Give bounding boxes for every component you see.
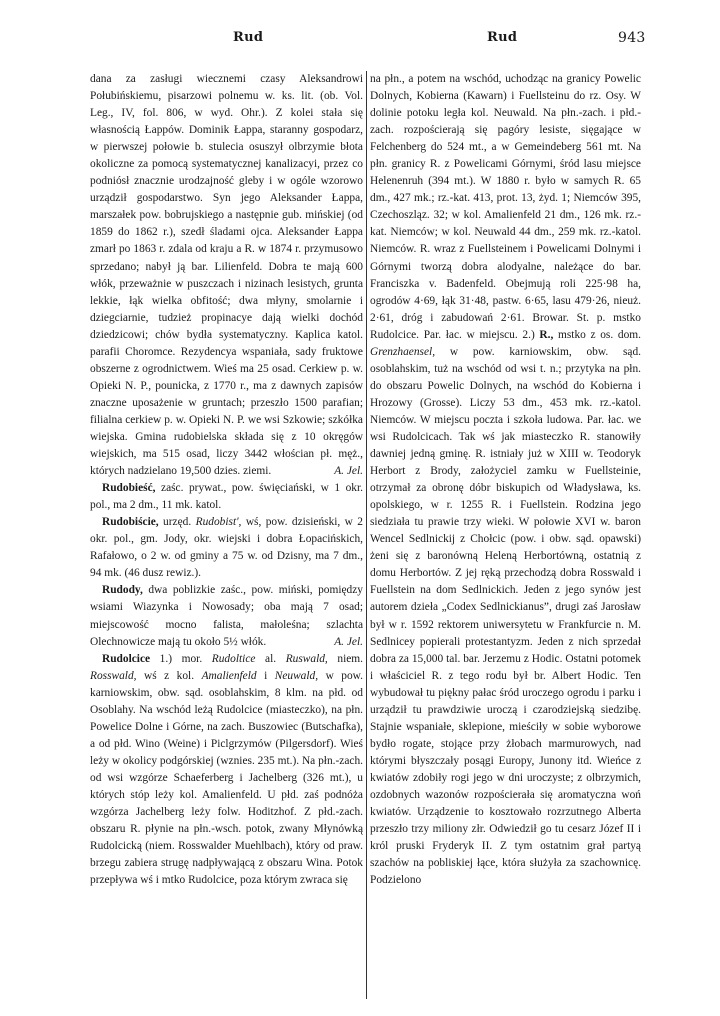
entry-headword: Rudobiście,: [102, 516, 159, 529]
entry-rudody: [90, 582, 363, 650]
author-signature: A. Jel.: [334, 465, 363, 478]
left-column: [90, 71, 363, 1001]
entry-headword: Rudody,: [102, 584, 143, 597]
running-head-left: Rud: [233, 30, 264, 45]
column-divider: [366, 71, 367, 999]
entry-rudobiscie: Rudobiście, urzęd. Rudobist', wś, pow. dzisieński, w 2 okr. pol., gm. Jody, okr. wiejski i dobra Łopacińskich, Rafałowo, o 2 w. od gminy a 75 w. od Dzisny, ma 7 dm., 94 mk. (46 dusz rewiz.).: [90, 516, 363, 580]
continued-entry: [90, 71, 363, 480]
continued-entry-rudolcice: na płn., a potem na wschód, uchodząc na granicy Powelic Dolnych, Kobierna (Kawarn) i Fuellsteinu do rz. Osy. W dolinie potoku legła kol. Neuwald. Na płn.-zach. i płd.-zach. rozpościerają się pagóry lesiste, sięgające w Felchenberg do 524 mt., a w Gemeindeberg 561 mt. Na płn. granicy R. z Powelicami Górnymi, śród lasu miejsce Helenenruh (394 mt.). W 1880 r. było w samych R. 65 dm., 427 mk.; rz.-kat. 413, prot. 13, żyd. 1; Niemców 395, Czechoszląz. 32; w kol. Amalienfeld 21 dm., 126 mk. rz.-kat. Niemców; w kol. Neuwald 44 dm., 259 mk. rz.-katol. Niemców. R. wraz z Fuellsteinem i Powelicami Dolnymi i Górnymi tworzą dobra alodyalne, należące do bar. Franciszka v. Badenfeld. Obejmują roli 225·98 ha, ogrodów 4·69, łąk 31·48, pastw. 6·65, lasu 479·26, nieuż. 2·61, dróg i zabudowań 2·61. Browar. St. p. mstko Rudolcice. Par. łac. w miejscu. 2.) R., mstko z os. dom. Grenzhaensel, w pow. karniowskim, obw. sąd. osoblahskim, tuż na wschód od wsi t. n.; przytyka na płn. do obszaru Powelic Dolnych, na wschód do Kobierna i Hrozowy (Grosse). Liczy 53 dm., 453 mk. rz.-katol. Niemców. W miejscu poczta i szkoła ludowa. Par. łac. we wsi Rudolcicach. Tak wś jak miasteczko R. stanowiły dawniej jedną gminę. R. istniały już w XIII w. Teodoryk Herbort z Brody, założyciel zamku w Fuellsteinie, otrzymał za obronę dóbr biskupich od Władysława, ks. opolskiego, w r. 1255 R. i Fuellstein. Rodzina jego siedziała tu prawie trzy wieki. W połowie XVI w. baron Wencel Sedlnickij z Chołcic (pow. i obw. sąd. opawski) żeni się z baronówną Heleną Herbortówną, ostatnią z domu Herbortów. Z jej ręką przechodzą dobra Rosswald i Fuellstein na dom Sedlnickich. Jeden z jego synów jest autorem dzieła „Codex Sedlnickianus”, drugi zaś Jarosław był w r. 1592 rektorem uniwersytetu w Frankfurcie n. M. Sedlnicey popierali protestantyzm. Jeden z nich sprzedał dobra za 15,000 tal. bar. Jerzemu z Hodic. Ostatni potomek i właściciel R. z tego rodu był br. Albert Hodic. Ten wybudował tu piękny pałac śród uroczego ogrodu i parku i urządził tu prawdziwie uroczą i czarodziejską siedzibę. Stajnie wspaniałe, sklepione, mieściły w sobie wyborowe bydło rogate, stojące przy żłobach marmurowych, nad którymi błyszczały posągi Europy, Junony itd. Wieńce z kwiatów zdobiły rogi jego w dni uroczyste; z olbrzymich, ozdobnych wazonów rozpościerała się aromatyczna woń kwiatów. Urządzenie to kosztowało rozrzutnego Alberta przeszło trzy miliony złr. Odwiedził go tu cesarz Józef II i król pruski Fryderyk II. Z tym ostatnim grał partyą szachów na pobliskiej łące, która służyła za szachownicę. Podzielono: [370, 73, 641, 887]
right-column: [370, 71, 641, 1001]
entry-text: wś, pow. dzisieński, w 2 okr. pol., gm. Jody, okr. wiejski i dobra Łopacińskich, Rafałowo, o 2 w. od gminy a 75 w. od Dzisny, ma 7 dm., 94 mk. (46 dusz rewiz.).: [90, 516, 363, 580]
entry-headword: Rudobieść,: [102, 482, 156, 495]
running-head-right: Rud: [487, 30, 518, 45]
continued-entry-text: dana za zasługi wiecznemi czasy Aleksandrowi Połubińskiemu, pisarzowi polnemu w. ks. lit. (ob. Vol. Leg., IV, fol. 806, w wyd. Ohr.). Z kolei stała się własnością Łappów. Dominik Łappa, staranny gospodarz, w pierwszej połowie b. stulecia osuszył olbrzymie błota okoliczne za pomocą systematycznej kanalizacyi, przez co podniósł znacznie urodzajność gleby i w ogóle wzorowo urządził gospodarstwo. Syn jego Aleksander Łappa, marszałek pow. bobrujskiego a następnie gub. mińskiej (od 1859 do 1862 r.), szedł śladami ojca. Aleksander Łappa zmarł po 1863 r. zdala od kraju a R. w 1874 r. przymusowo sprzedano; nabył ją bar. Lilienfeld. Dobra te mają 600 włók, przeważnie w puszczach i nizinach lesistych, grunta lekkie, łąk wielka obfitość; dwa młyny, smolarnie i dziegciarnie, tudzież propinacye dają wielki dochód dziedzicowi; chów bydła systematyczny. Kaplica katol. parafii Choromce. Rezydencya wspaniała, sady fruktowe obszerne z ogrodnictwem. Wieś ma 25 osad. Cerkiew p. w. Opieki N. P., pounicka, z 1770 r., ma z dawnych zapisów znaczne uposażenie w gruntach; przeszło 1500 parafian; filialna cerkiew p. w. Opieki N. P. we wsi Szkowie; szkółka wiejska. Gmina rudobielska składa się z 10 okręgów wiejskich, ma 515 osad, liczy 3442 włościan pł. męż., których nadzielano 19,500 dzies. ziemi.: [90, 73, 363, 478]
page-number: 943: [618, 30, 646, 46]
entry-text: zaśc. prywat., pow. święciański, w 1 okr. pol., ma 2 dm., 11 mk. katol.: [90, 482, 363, 512]
entry-headword: Rudolcice: [102, 652, 151, 665]
entry-text: dwa poblizkie zaśc., pow. miński, pomiędzy wsiami Wiazynka i Nowosady; oba mają 7 osad; miejscowość mocno falista, małoleśna; szlachta Olechnowicze mają tu około 5½ włók.: [90, 584, 363, 648]
entry-rudobiesc: [90, 480, 363, 514]
entry-text: w pow. karniowskim, obw. sąd. osoblahskim, 8 klm. na płd. od Osoblahy. Na wschód leżą Rudolcice (miasteczko), na płn. Powelice Dolne i Górne, na zach. Buszowiec (Butschafka), a od płd. Wino (Weine) i Piclgrzymów (Pilgersdorf). Wieś leży w okolicy podgórskiej (wznies. 235 mt.). Na płn.-zach. od wsi wzgórze Schaeferberg i Jachelberg (326 mt.), u których stóp leży kol. Amalienfeld. U płd. zaś podnóża wzgórza Jachelberg leży folw. Hoditzhof. Z płd.-zach. obszaru R. płynie na płn.-wsch. potok, zwany Młynówką Rudolcicką (niem. Rosswalder Muehlbach), który od praw. brzegu zabiera strugę nadpływającą z obszaru Wina. Potok przepływa wś i mtko Rudolcice, poza którym zwraca się: [90, 669, 363, 887]
entry-rudolcice: Rudolcice 1.) mor. Rudoltice al. Ruswald, niem. Rosswald, wś z kol. Amalienfeld i Neuwald, w pow. karniowskim, obw. sąd. osoblahskim, 8 klm. na płd. od Osoblahy. Na wschód leżą Rudolcice (miasteczko), na płn. Powelice Dolne i Górne, na zach. Buszowiec (Butschafka), a od płd. Wino (Weine) i Piclgrzymów (Pilgersdorf). Wieś leży w okolicy podgórskiej (wznies. 235 mt.). Na płn.-zach. od wsi wzgórze Schaeferberg i Jachelberg (326 mt.), u których stóp leży kol. Amalienfeld. U płd. zaś podnóża wzgórza Jachelberg leży folw. Hoditzhof. Z płd.-zach. obszaru R. płynie na płn.-wsch. potok, zwany Młynówką Rudolcicką (niem. Rosswalder Muehlbach), który od praw. brzegu zabiera strugę nadpływającą z obszaru Wina. Potok przepływa wś i mtko Rudolcice, poza którym zwraca się: [90, 652, 363, 887]
author-signature: A. Jel.: [334, 635, 363, 648]
